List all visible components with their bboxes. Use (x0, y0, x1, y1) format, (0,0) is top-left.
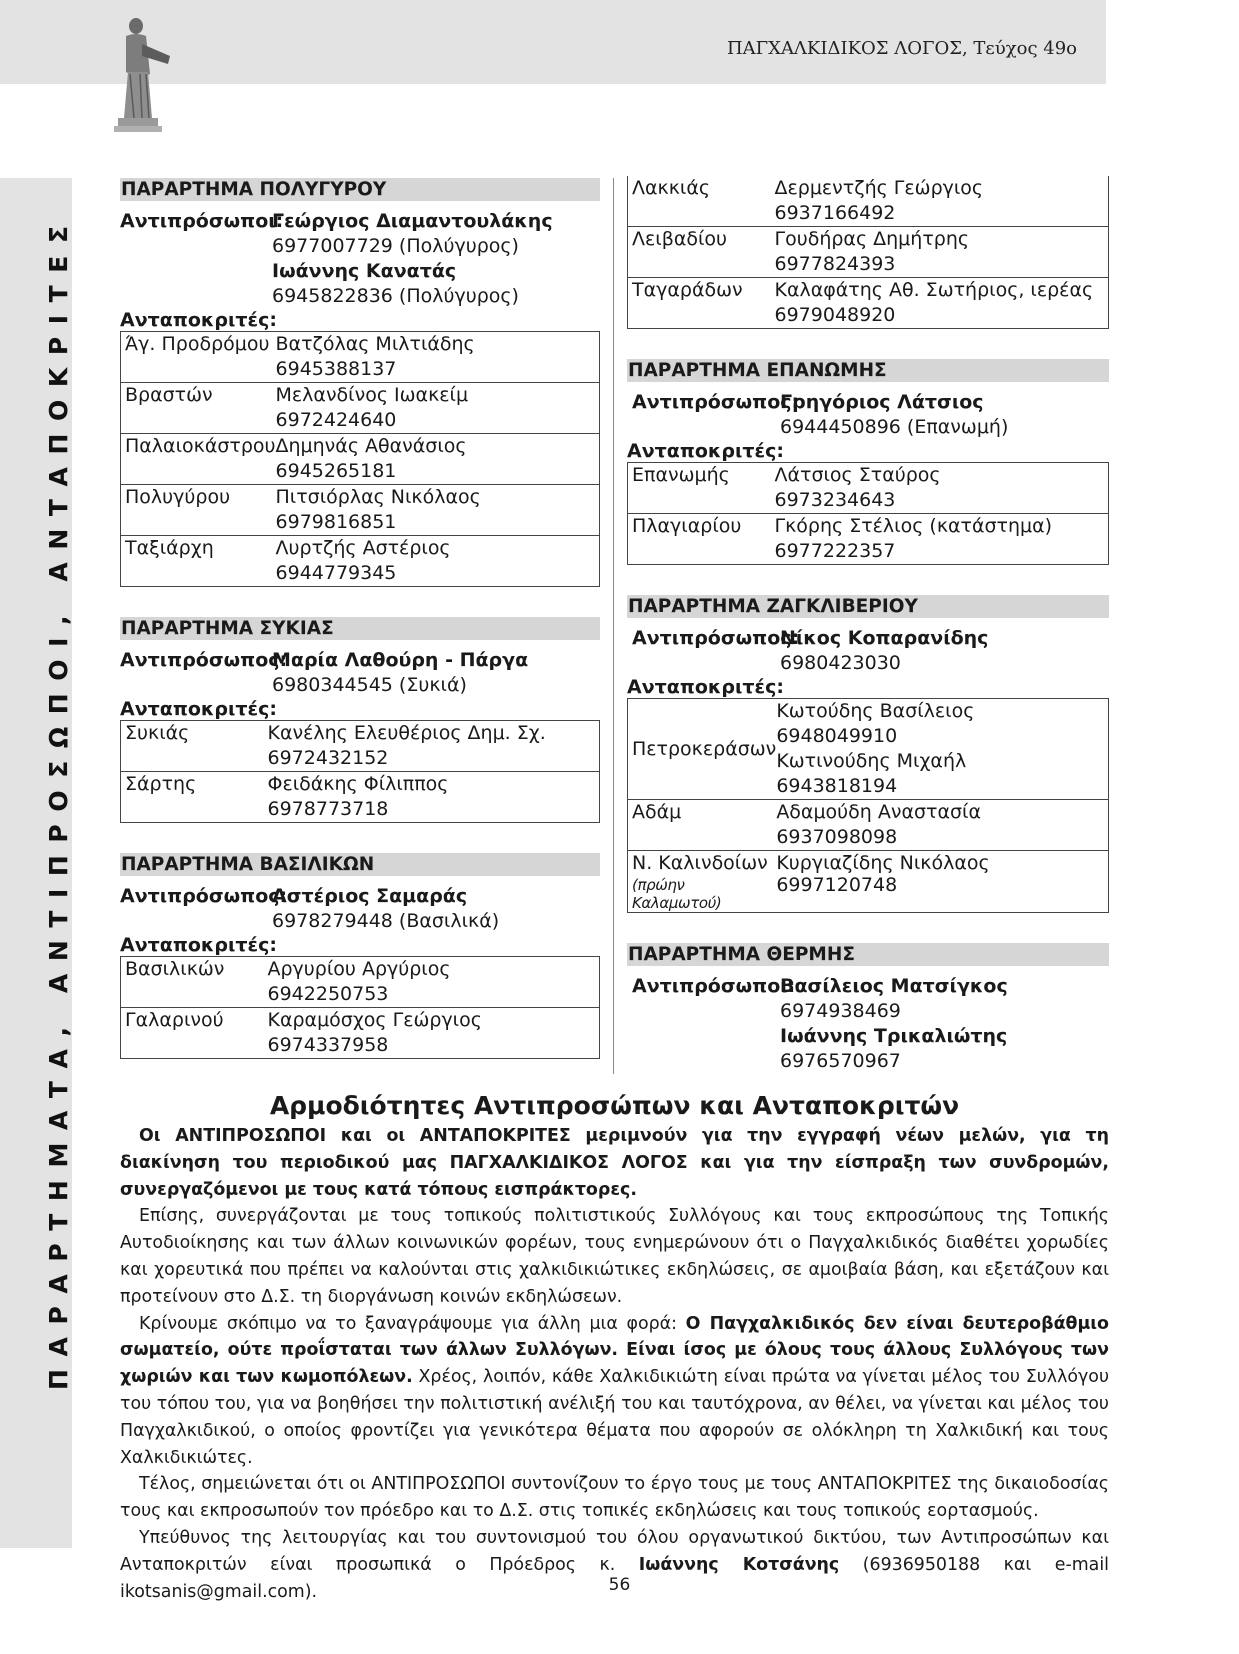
rep-label: Αντιπρόσωπος: (120, 649, 288, 671)
place-cell: Πολυγύρου (121, 485, 276, 536)
place-cell: Λακκιάς (628, 176, 775, 227)
representatives-zagliveri (627, 626, 1109, 676)
section-title-polygyros: ΠΑΡΑΡΤΗΜΑ ΠΟΛΥΓΥΡΟΥ (120, 178, 600, 201)
section-title-thermi: ΠΑΡΑΡΤΗΜΑ ΘΕΡΜΗΣ (627, 943, 1109, 966)
table-row (628, 800, 1109, 851)
phone-cell: 6974337958 (267, 1034, 389, 1056)
phone-cell: 6972424640 (275, 409, 397, 431)
phone-cell: 6997120748 (776, 874, 898, 896)
table-row (628, 514, 1109, 565)
right-column (627, 176, 1109, 1074)
phone-cell: 6973234643 (774, 489, 896, 511)
rep-phone: 6974938469 (780, 1000, 901, 1022)
place-cell: Πλαγιαρίου (628, 514, 775, 565)
table-row (628, 699, 1109, 800)
section-title-sykia: ΠΑΡΑΡΤΗΜΑ ΣΥΚΙΑΣ (120, 617, 600, 640)
phone-cell: 6945388137 (275, 358, 397, 380)
correspondents-label: Ανταποκριτές: (120, 698, 277, 720)
table-row (121, 485, 600, 536)
place-cell: Συκιάς (121, 721, 268, 772)
correspondents-label: Ανταποκριτές: (627, 676, 784, 698)
representatives-polygyros (120, 209, 600, 309)
article-paragraph (120, 1311, 1109, 1472)
table-row (628, 463, 1109, 514)
phone-cell: 6944779345 (275, 562, 397, 584)
name-cell: Δερμεντζής Γεώργιος (774, 177, 984, 199)
rep-label: Αντιπρόσωπος: (632, 627, 800, 649)
column-divider (613, 178, 614, 1074)
sidebar-label: ΠΑΡΑΡΤΗΜΑΤΑ, ΑΝΤΙΠΡΟΣΩΠΟΙ, ΑΝΤΑΠΟΚΡΙΤΕΣ (44, 213, 73, 1390)
rep-name: Ιωάννης Κανατάς (272, 260, 457, 282)
name-cell: Λυρτζής Αστέριος (275, 537, 451, 559)
table-row (121, 772, 600, 823)
representatives-vasilika (120, 884, 600, 934)
phone-cell: 6945265181 (275, 460, 397, 482)
rep-name: Γρηγόριος Λάτσιος (780, 391, 984, 413)
name-cell: Δημηνάς Αθανάσιος (275, 435, 467, 457)
name-cell: Φειδάκης Φίλιππος (267, 773, 449, 795)
rep-phone: 6980344545 (Συκιά) (272, 674, 467, 696)
section-title-zagliveri: ΠΑΡΑΡΤΗΜΑ ΖΑΓΚΛΙΒΕΡΙΟΥ (627, 595, 1109, 618)
correspondents-label: Ανταποκριτές: (120, 934, 277, 956)
correspondents-table-zagliveri (627, 698, 1109, 913)
name-cell: Κανέλης Ελευθέριος Δημ. Σχ. (267, 722, 546, 744)
name-cell: Λάτσιος Σταύρος (774, 464, 941, 486)
correspondents-table-polygyros (120, 331, 600, 587)
place-cell: Αδάμ (628, 800, 777, 851)
phone-cell: 6937166492 (774, 202, 896, 224)
name-cell: Κωτινούδης Μιχαήλ (776, 750, 967, 772)
page-number: 56 (608, 1575, 631, 1595)
place-cell: Σάρτης (121, 772, 268, 823)
place-cell: Πετροκεράσων (628, 699, 777, 800)
article-paragraph: Επίσης, συνεργάζονται με τους τοπικούς πολιτιστικούς Συλλόγους και τους εκπροσώπους της Τοπικής Αυτοδιοίκησης και των άλλων κοινωνικών φορέων, τους ενημερώνουν ότι ο Παγχαλκιδικός διαθέτει χορωδίες και χορευτικά που πρέπει να καλούνται στις χαλκιδικιώτικες εκδηλώσεις, σε αμοιβαία βάση, και εξετάζουν και προτείνουν στο Δ.Σ. τη διοργάνωση κοινών εκδηλώσεων. (120, 1206, 1109, 1307)
representatives-epanomi (627, 390, 1109, 440)
table-row (121, 1008, 600, 1059)
place-cell: Επανωμής (628, 463, 775, 514)
place-cell: Γαλαρινού (121, 1008, 268, 1059)
representatives-sykia (120, 648, 600, 698)
article-paragraph: Τέλος, σημειώνεται ότι οι ΑΝΤΙΠΡΟΣΩΠΟΙ συντονίζουν το έργο τους με τους ΑΝΤΑΠΟΚΡΙΤΕΣ της δικαιοδοσίας τους και εκπροσωπούν τον πρόεδρο και το Δ.Σ. στις τοπικές εκδηλώσεις και τους τοπικούς εορτασμούς. (120, 1474, 1109, 1522)
phone-cell: 6977824393 (774, 253, 896, 275)
rep-phone: 6976570967 (780, 1050, 901, 1072)
correspondents-table-sykia (120, 720, 600, 823)
table-row (628, 278, 1109, 329)
left-column (120, 178, 600, 1059)
rep-label: Αντιπρόσωπος: (632, 391, 800, 413)
rep-name: Μαρία Λαθούρη - Πάργα (272, 649, 529, 671)
president-name: Ιωάννης Κοτσάνης (638, 1554, 840, 1575)
name-cell: Μελανδίνος Ιωακείμ (275, 384, 469, 406)
representatives-thermi (627, 974, 1109, 1074)
place-cell: Άγ. Προδρόμου (121, 332, 276, 383)
place-cell: Ν. Καλινδοίων (632, 852, 768, 874)
name-cell: Γουδήρας Δημήτρης (774, 228, 970, 250)
phone-cell: 6972432152 (267, 747, 389, 769)
former-name-note: (πρώην Καλαμωτού) (632, 876, 722, 912)
phone-cell: 6942250753 (267, 983, 389, 1005)
section-title-epanomi: ΠΑΡΑΡΤΗΜΑ ΕΠΑΝΩΜΗΣ (627, 359, 1109, 382)
section-title-vasilika: ΠΑΡΑΡΤΗΜΑ ΒΑΣΙΛΙΚΩΝ (120, 853, 600, 876)
name-cell: Αδαμούδη Αναστασία (776, 801, 982, 823)
name-cell: Βατζόλας Μιλτιάδης (275, 333, 475, 355)
table-row (121, 332, 600, 383)
table-row (628, 851, 1109, 913)
phone-cell: 6979816851 (275, 511, 397, 533)
phone-cell: 6943818194 (776, 775, 898, 797)
phone-cell: 6978773718 (267, 798, 389, 820)
table-row (628, 176, 1109, 227)
rep-name: Αστέριος Σαμαράς (272, 885, 468, 907)
name-cell: Καραμόσχος Γεώργιος (267, 1009, 482, 1031)
rep-label: Αντιπρόσωποι: (120, 210, 284, 232)
table-row (121, 536, 600, 587)
correspondents-label: Ανταποκριτές: (627, 440, 784, 462)
place-cell: Ταξιάρχη (121, 536, 276, 587)
rep-name: Νίκος Κοπαρανίδης (780, 627, 989, 649)
rep-phone: 6945822836 (Πολύγυρος) (272, 285, 519, 307)
correspondents-table-continued (627, 176, 1109, 329)
name-cell: Πιτσιόρλας Νικόλαος (275, 486, 481, 508)
rep-label: Αντιπρόσωπος: (120, 885, 288, 907)
table-row (121, 383, 600, 434)
rep-label: Αντιπρόσωποι: (632, 975, 796, 997)
magazine-title: ΠΑΓΧΑΛΚΙΔΙΚΟΣ ΛΟΓΟΣ, Τεύχος 49ο (726, 38, 1077, 59)
correspondents-label: Ανταποκριτές: (120, 309, 277, 331)
rep-phone: 6980423030 (780, 652, 901, 674)
article-title: Αρμοδιότητες Αντιπροσώπων και Ανταποκριτών (269, 1091, 960, 1120)
rep-phone: 6978279448 (Βασιλικά) (272, 910, 500, 932)
place-cell: Βραστών (121, 383, 276, 434)
phone-cell: 6979048920 (774, 304, 896, 326)
rep-phone: 6944450896 (Επανωμή) (780, 416, 1009, 438)
correspondents-table-epanomi (627, 462, 1109, 565)
place-cell: Βασιλικών (121, 957, 268, 1008)
place-cell: Ταγαράδων (628, 278, 775, 329)
table-row (121, 721, 600, 772)
phone-cell: 6948049910 (776, 725, 898, 747)
phone-cell: 6977222357 (774, 540, 896, 562)
rep-name: Γεώργιος Διαμαντουλάκης (272, 210, 553, 232)
statue-logo-icon (112, 14, 184, 134)
article-lead: Οι ΑΝΤΙΠΡΟΣΩΠΟΙ και οι ΑΝΤΑΠΟΚΡΙΤΕΣ μεριμνούν για την εγγραφή νέων μελών, για τη διακίνηση του περιοδικού μας ΠΑΓΧΑΛΚΙΔΙΚΟΣ ΛΟΓΟΣ και για την είσπραξη των συνδρομών, συνεργαζόμενοι με τους κατά τόπους εισπράκτορες. (120, 1126, 1109, 1200)
place-cell: Λειβαδίου (628, 227, 775, 278)
place-cell: Παλαιοκάστρου (121, 434, 276, 485)
rep-phone: 6977007729 (Πολύγυρος) (272, 235, 519, 257)
rep-name: Βασίλειος Ματσίγκος (780, 975, 1008, 997)
emphasis-text: Ο Παγχαλκιδικός δεν είναι δευτεροβάθμιο σωματείο, ούτε προΐσταται των άλλων Συλλόγων. Είναι ίσος με όλους τους άλλους Συλλόγους των χωριών και των κωμοπόλεων. (120, 1313, 1109, 1388)
table-row (121, 957, 600, 1008)
correspondents-table-vasilika (120, 956, 600, 1059)
text-span: Χρέος, λοιπόν, κάθε Χαλκιδικιώτη είναι πρώτα να γίνεται μέλος του Συλλόγου του τόπου του, για να βοηθήσει την πολιτιστική ανέλιξή του και ταυτόχρονα, αν θέλει, να γίνεται και μέλος του Παγχαλκιδικού, ο οποίος φροντίζει για γενικότερα θέματα που αφορούν σε ολόκληρη τη Χαλκιδική και τους Χαλκιδικιώτες. (120, 1367, 1110, 1468)
text-span: Κρίνουμε σκόπιμο να το ξαναγράψουμε για άλλη μια φορά: (139, 1313, 686, 1334)
article (120, 1089, 1109, 1605)
name-cell: Κυργιαζίδης Νικόλαος (776, 852, 990, 874)
name-cell: Αργυρίου Αργύριος (267, 958, 451, 980)
name-cell: Κωτούδης Βασίλειος (776, 700, 975, 722)
table-row (121, 434, 600, 485)
text-span: Υπεύθυνος της λειτουργίας και του συντονισμού του όλου οργανωτικού δικτύου, των Αντιπροσώπων και Ανταποκριτών είναι προσωπικά ο Πρόεδρος κ. (120, 1527, 1109, 1575)
text-span: (6936950188 και e-mail ikotsanis@gmail.com). (120, 1554, 1109, 1602)
name-cell: Γκόρης Στέλιος (κατάστημα) (774, 515, 1053, 537)
phone-cell: 6937098098 (776, 826, 898, 848)
table-row (628, 227, 1109, 278)
name-cell: Καλαφάτης Αθ. Σωτήριος, ιερέας (774, 279, 1094, 301)
rep-name: Ιωάννης Τρικαλιώτης (780, 1025, 1008, 1047)
